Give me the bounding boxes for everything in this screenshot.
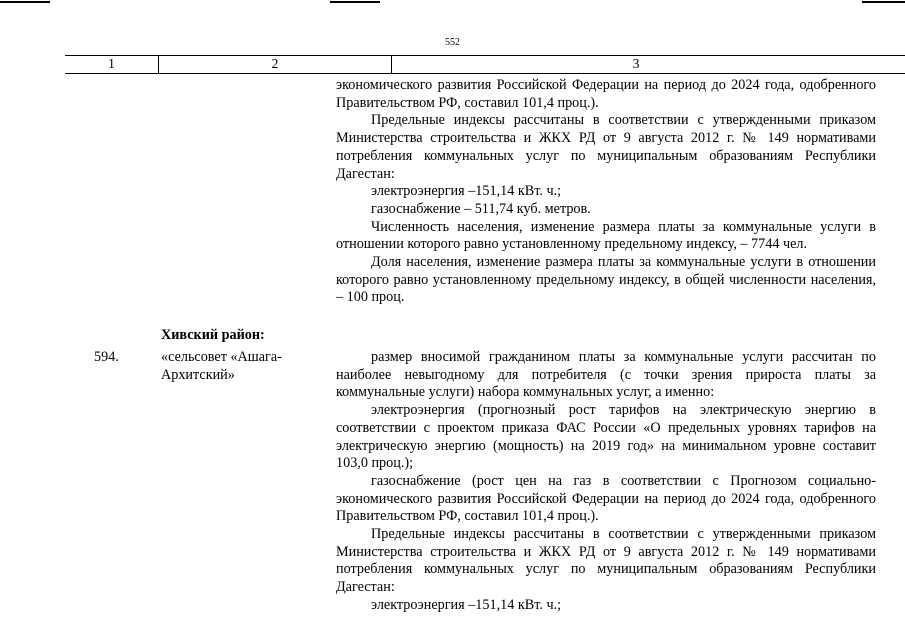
paragraph: электроэнергия –151,14 кВт. ч.; xyxy=(371,596,562,613)
paragraph: газоснабжение – 511,74 куб. метров. xyxy=(371,200,591,217)
paragraph: экономического развития Российской Федерации на период до 2024 года, одобренного Правительством РФ, составил 101,4 проц.). xyxy=(336,77,876,111)
table-header-row xyxy=(65,55,905,74)
header-col-2: 2 xyxy=(158,56,392,73)
paragraph: Численность населения, изменение размера платы за коммунальные услуги в отношении которого равно установленному предельному индексу, – 7744 чел. xyxy=(336,218,876,253)
paragraph: газоснабжение (рост цен на газ в соответствии с Прогнозом социально-экономического развития Российской Федерации на период до 2024 года, одобренного Правительством РФ, составил 101,4 проц.). xyxy=(336,472,876,525)
paragraph: размер вносимой гражданином платы за коммунальные услуги рассчитан по наиболее невыгодному для потребителя (с точки зрения прироста платы за коммунальные услуги) набора коммунальных услуг, а именно: xyxy=(336,349,876,401)
paragraph: электроэнергия (прогнозный рост тарифов на электрическую энергию в соответствии с проектом приказа ФАС России «О предельных уровнях тарифов на электрическую энергию (мощность) на 2019 год» на минимальном уровне составит 103,0 проц.); xyxy=(336,402,876,472)
paragraph: Предельные индексы рассчитаны в соответствии с утвержденными приказом Министерства строительства и ЖКХ РД от 9 августа 2012 г. № 149 нормативами потребления коммунальных услуг по муниципальным образованиям Республики Дагестан: xyxy=(336,526,876,596)
entry-name: «сельсовет «Ашага-Архитский» xyxy=(161,349,282,383)
section-title: Хивский район: xyxy=(161,327,265,343)
continuation-text xyxy=(336,77,876,307)
paragraph: электроэнергия –151,14 кВт. ч.; xyxy=(371,183,562,200)
header-col-3-label: 3 xyxy=(632,56,640,71)
entry-text xyxy=(336,349,876,615)
paragraph: Предельные индексы рассчитаны в соответствии с утвержденными приказом Министерства строительства и ЖКХ РД от 9 августа 2012 г. № 149 нормативами потребления коммунальных услуг по муниципальным образованиям Республики Дагестан: xyxy=(336,112,876,182)
paragraph: Доля населения, изменение размера платы за коммунальные услуги в отношении которого равно установленному предельному индексу, в общей численности населения, – 100 проц. xyxy=(336,254,876,306)
top-rule xyxy=(0,0,905,3)
entry-number: 594. xyxy=(94,349,119,365)
header-col-1: 1 xyxy=(108,56,115,71)
header-col-3 xyxy=(391,56,905,73)
page-number: 552 xyxy=(445,37,460,48)
